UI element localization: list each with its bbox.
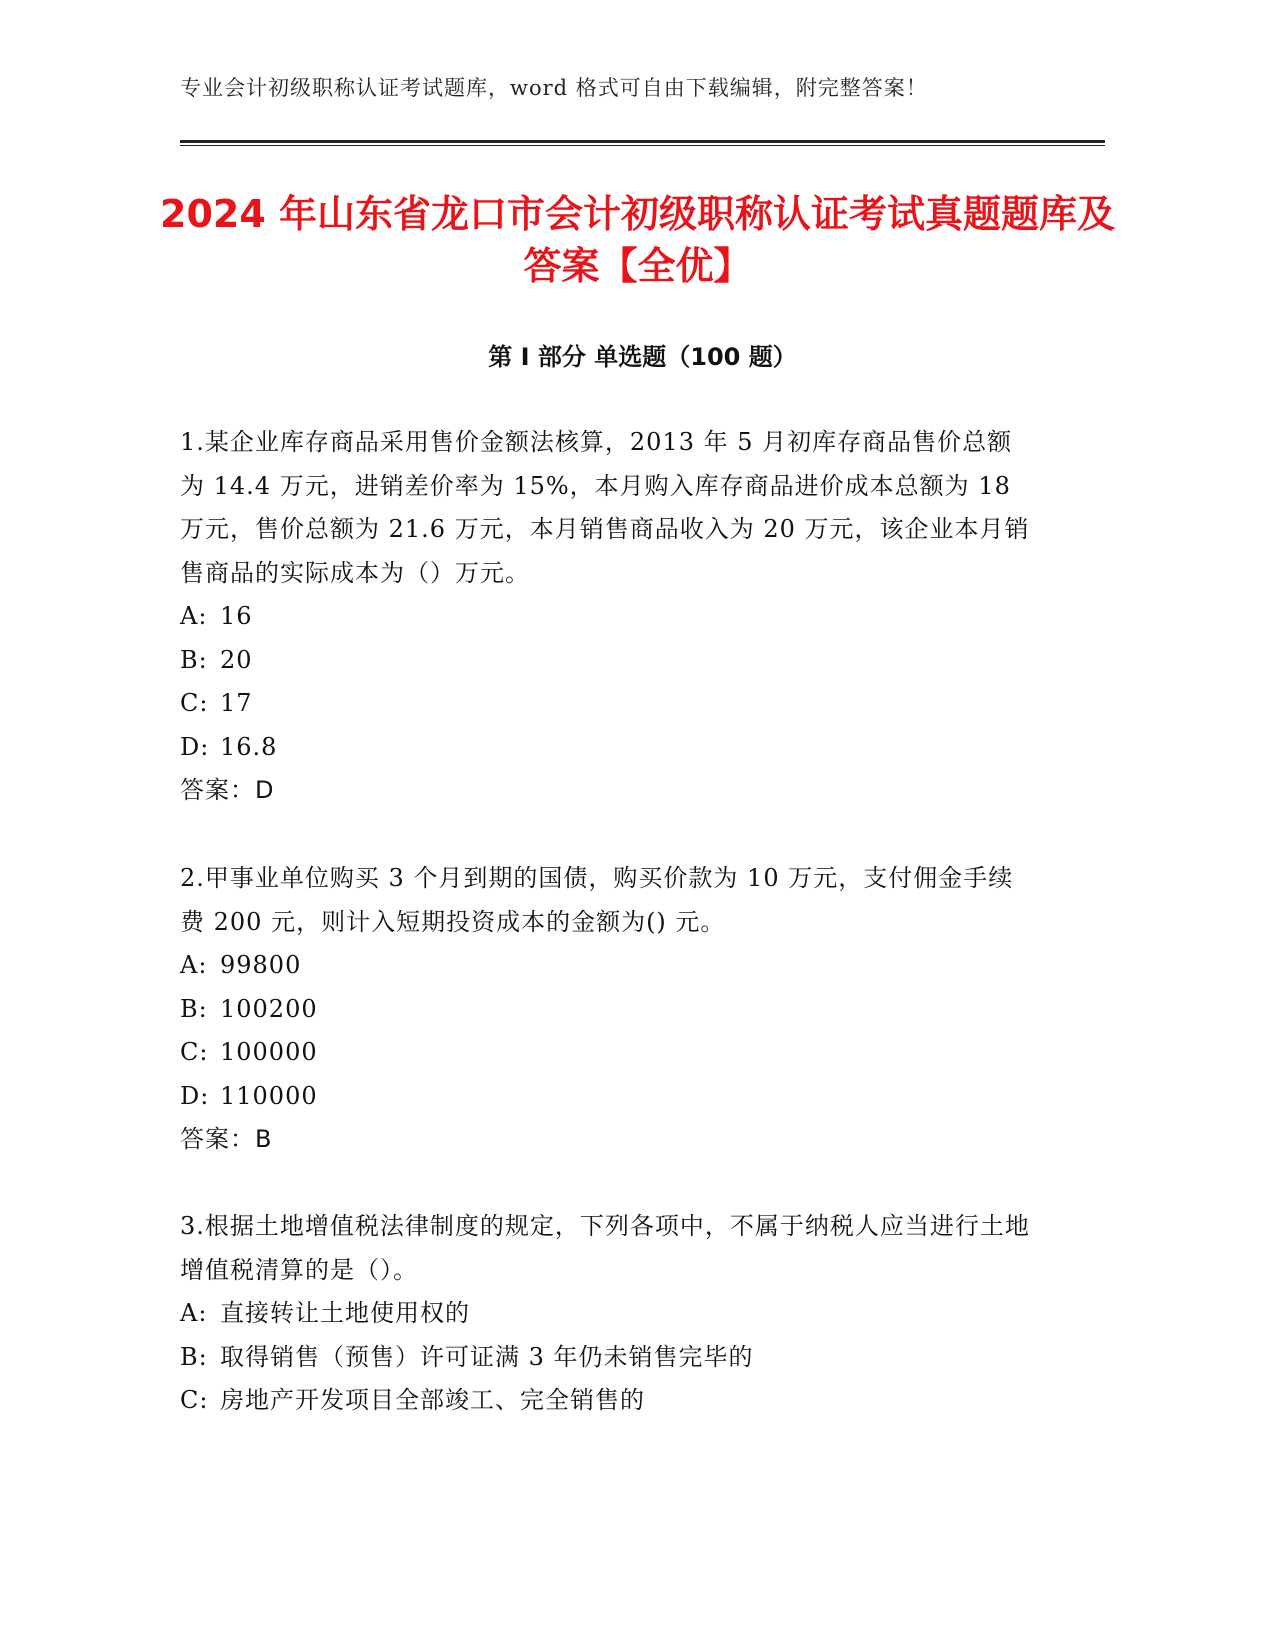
question-2 bbox=[180, 857, 1030, 1162]
header-divider-thin bbox=[180, 145, 1105, 146]
option-key: A: bbox=[180, 951, 208, 979]
option-text: 17 bbox=[220, 689, 253, 717]
option-key: B: bbox=[180, 994, 208, 1023]
header-divider-thick bbox=[180, 140, 1105, 143]
option-d bbox=[180, 726, 1030, 770]
answer-line: 答案：D bbox=[180, 776, 275, 804]
option-a bbox=[180, 595, 1030, 639]
question-1 bbox=[180, 421, 1030, 813]
option-b bbox=[180, 639, 1030, 683]
option-a bbox=[180, 1292, 1030, 1336]
option-key: B: bbox=[180, 1342, 208, 1371]
header-note: 专业会计初级职称认证考试题库，word 格式可自由下载编辑，附完整答案！ bbox=[180, 76, 928, 100]
question-3 bbox=[180, 1205, 1030, 1423]
option-c bbox=[180, 682, 1030, 726]
option-d bbox=[180, 1075, 1030, 1119]
option-text: 100200 bbox=[220, 994, 318, 1023]
option-text: 16.8 bbox=[220, 732, 278, 761]
option-text: 99800 bbox=[220, 951, 302, 979]
option-key: B: bbox=[180, 645, 208, 674]
section-heading: 第 I 部分 单选题（100 题） bbox=[488, 343, 797, 371]
option-b bbox=[180, 1336, 1030, 1380]
option-key: C: bbox=[180, 1386, 209, 1414]
option-text: 16 bbox=[220, 602, 253, 630]
option-text: 100000 bbox=[220, 1038, 318, 1066]
question-stem: 1.某企业库存商品采用售价金额法核算，2013 年 5 月初库存商品售价总额为 14.4 万元，进销差价率为 15%，本月购入库存商品进价成本总额为 18 万元，售价总额为 21.6 万元，本月销售商品收入为 20 万元，该企业本月销售商品的实际成本为（）万元。 bbox=[180, 428, 1030, 587]
option-text: 110000 bbox=[220, 1081, 318, 1110]
option-text: 直接转让土地使用权的 bbox=[220, 1299, 470, 1327]
option-a bbox=[180, 944, 1030, 988]
question-stem: 3.根据土地增值税法律制度的规定，下列各项中，不属于纳税人应当进行土地增值税清算的是（）。 bbox=[180, 1212, 1030, 1284]
option-c bbox=[180, 1379, 1030, 1423]
option-key: A: bbox=[180, 1299, 208, 1327]
option-key: C: bbox=[180, 689, 209, 717]
option-text: 20 bbox=[220, 645, 253, 674]
option-b bbox=[180, 988, 1030, 1032]
option-text: 取得销售（预售）许可证满 3 年仍未销售完毕的 bbox=[220, 1342, 754, 1371]
option-key: C: bbox=[180, 1038, 209, 1066]
option-key: D: bbox=[180, 732, 210, 761]
option-c bbox=[180, 1031, 1030, 1075]
question-stem: 2.甲事业单位购买 3 个月到期的国债，购买价款为 10 万元，支付佣金手续费 200 元，则计入短期投资成本的金额为() 元。 bbox=[180, 864, 1014, 936]
option-key: A: bbox=[180, 602, 208, 630]
answer-line: 答案：B bbox=[180, 1125, 273, 1153]
option-key: D: bbox=[180, 1081, 210, 1110]
option-text: 房地产开发项目全部竣工、完全销售的 bbox=[220, 1386, 645, 1414]
document-title: 2024 年山东省龙口市会计初级职称认证考试真题题库及答案【全优】 bbox=[160, 192, 1115, 288]
